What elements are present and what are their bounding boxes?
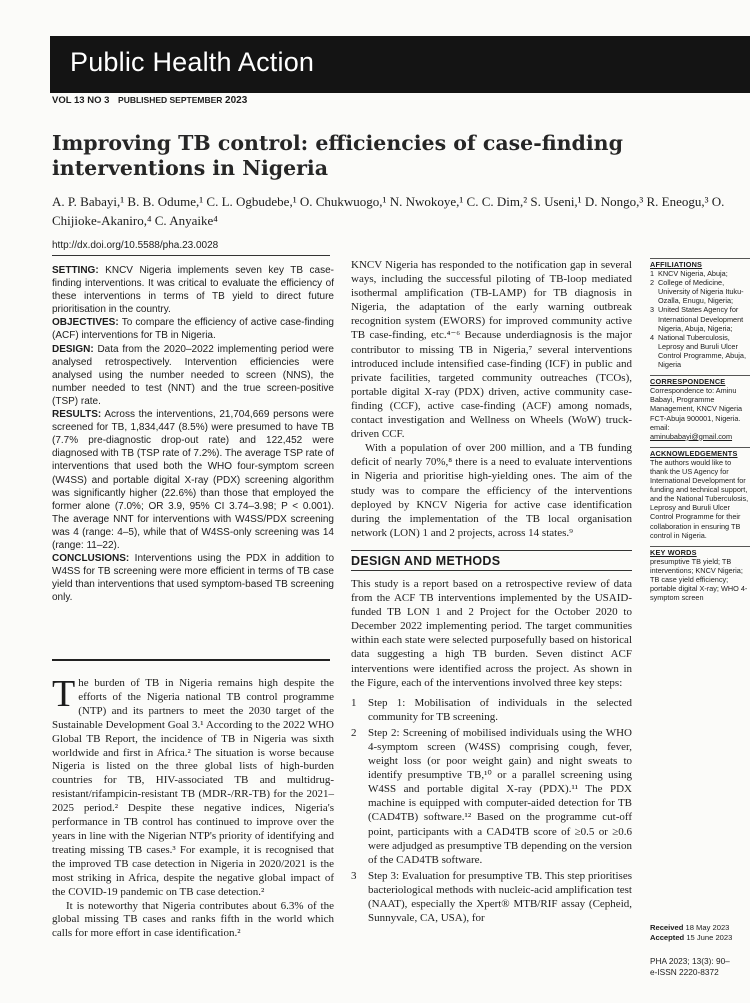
correspondence-heading: CORRESPONDENCE [650, 377, 726, 387]
citation: PHA 2023; 13(3): 90– [650, 956, 730, 966]
journal-name: Public Health Action [70, 47, 315, 77]
published-label: PUBLISHED SEPTEMBER [118, 95, 223, 105]
step-item: 3 Step 3: Evaluation for presumptive TB. This step prioritises bacteriological methods with nucleic-acid amplification test (NAAT), especially the Xpert® MTB/RIF assay (Cepheid, Sunnyvale, CA, USA), for [351, 869, 632, 925]
affiliation-item: 3 United States Agency for International Development Nigeria, Abuja, Nigeria; [650, 305, 744, 333]
abstract-conclusions: CONCLUSIONS: Interventions using the PDX in addition to W4SS for TB screening were more efficient in terms of TB case yield than interventions that used symptom-based TB screening only. [52, 553, 335, 604]
email-link[interactable]: aminubabayi@gmail.com [650, 431, 733, 441]
step-item: 2 Step 2: Screening of mobilised individuals using the WHO 4-symptom screen (W4SS) comprising cough, fever, weight loss (or poor weight gain) and night sweats to identify presumptive TB,¹⁰ or a parallel screening using W4SS and portable digital X-ray (PDX).¹¹ The PDX machine is equipped with computer-aided detection for TB (CAD4TB) software.¹² Based on the programme cut-off point, participants with a CAD4TB score of ≥0.5 or ≥0.6 were adjudged as presumptive TB depending on the version of the CAD4TB software. [351, 726, 632, 866]
abstract-bottom-divider [52, 659, 330, 661]
accepted-date: Accepted 15 June 2023 [650, 933, 733, 942]
abstract [52, 264, 334, 604]
received-date: Received 18 May 2023 [650, 923, 730, 932]
step-item: 1 Step 1: Mobilisation of individuals in the selected community for TB screening. [351, 696, 632, 723]
issn: e-ISSN 2220-8372 [650, 967, 719, 977]
introduction [52, 673, 334, 941]
abstract-setting: SETTING: KNCV Nigeria implements seven key TB case-finding interventions. It was critical to evaluate the efficiency of these interventions in terms of TB yield to direct future prioritisation in the country. [52, 265, 335, 316]
sidebar-divider [650, 375, 750, 376]
journal-banner [50, 36, 750, 93]
heading-divider-bottom [351, 570, 632, 571]
published-year: 2023 [225, 95, 248, 106]
dropcap: T [52, 673, 76, 715]
body-paragraph-2: With a population of over 200 million, and a TB funding deficit of nearly 70%,⁸ there is a need to evaluate interventions in Nigeria and prioritise high-yielding ones. The aim of the study was to compare the efficiency of the interventions deployed by KNCV Nigeria for active case identification during the implementation of the TB local organisation network (LON) 1 and 2 projects, across 14 states.⁹ [351, 442, 632, 539]
acknowledgements-heading: ACKNOWLEDGEMENTS [650, 448, 738, 458]
affiliation-item: 4 National Tuberculosis, Leprosy and Buruli Ulcer Control Programme, Abuja, Nigeria [650, 332, 747, 370]
volume: VOL 13 NO 3 [52, 95, 110, 106]
sidebar-divider [650, 258, 750, 259]
affiliation-item: 2 College of Medicine, University of Nigeria Ituku-Ozalla, Enugu, Nigeria; [650, 278, 744, 306]
sidebar [650, 258, 750, 602]
abstract-design: DESIGN: Data from the 2020–2022 implementing period were analysed retrospectively. Intervention efficiencies were analysed using the number needed to screen (NNS), the number needed to test (NNT) and the true screen-positive (TSP) rate. [52, 343, 334, 407]
author-list: A. P. Babayi,¹ B. B. Odume,¹ C. L. Ogbudebe,¹ O. Chukwuogo,¹ N. Nwokoye,¹ C. C. Dim,² S. Useni,¹ D. Nongo,³ R. Eneogu,³ O. Chijioke-Akaniro,⁴ C. Anyaike⁴ [52, 194, 725, 228]
article-title: Improving TB control: efficiencies of case-finding interventions in Nigeria [52, 131, 623, 180]
body-column-2 [351, 258, 632, 927]
body-paragraph-3: This study is a report based on a retrospective review of data from the ACF TB interventions implemented by the USAID-funded TB LON 1 and 2 Project for the October 2020 to December 2022 implementing period. The target communities within each state were selected purposefully based on historical data suggesting a high TB burden. Seven distinct ACF interventions were identified across the project. As shown in the Figure, each of the interventions involved three key steps: [351, 577, 632, 689]
intro-paragraph-1: The burden of TB in Nigeria remains high despite the efforts of the Nigeria national TB control programme (NTP) and its partners to meet the 2030 target of the Sustainable Development Goal 3.¹ According to the 2022 WHO Global TB Report, the incidence of TB in Nigeria was sixth worldwide and first in Africa.² The situation is worse because Nigeria is listed on the three global lists of high-burden countries for TB, HIV-associated TB and multidrug-resistant/rifampicin-resistant TB (MDR-/RR-TB) for the 2021–2025 period.² Despite these negative indices, Nigeria's performance in TB control has continued to improve over the years in line with the Nigerian NTP's priority of identifying and treating missing TB cases.³ For example, it is recognised that the improved TB case detection in Nigeria in 2020/2021 is the most striking in Africa, despite the negative global impact of the COVID-19 pandemic on TB case detection.² [52, 673, 334, 898]
affiliations-heading: AFFILIATIONS [650, 260, 703, 269]
sidebar-divider [650, 546, 750, 547]
submission-dates [650, 923, 732, 943]
heading-divider [351, 550, 632, 551]
abstract-top-divider [52, 255, 330, 256]
body-paragraph-1: KNCV Nigeria has responded to the notification gap in several ways, including the successful piloting of TB-loop mediated isothermal amplification (TB-LAMP) for TB diagnosis in Nigeria, the adaptation of the early warning outbreak recognition system (EWORS) for improved community active TB case-finding, etc.⁴⁻⁶ Because underdiagnosis is the major contributor to missing TB in Nigeria,⁷ several interventions introduced include intensified case-finding (ICF) in public and private facilities, targeted community outreaches (TCOs), portable digital X-ray (PDX) driven, active community case-finding (CCF), active case-finding (ACF) among nomads, contact investigation and Wellness on Wheels (WoW) truck-driven CCF. [351, 259, 632, 441]
acknowledgements-text: The authors would like to thank the US Agency for International Development for funding and technical support, and the National Tuberculosis, Leprosy and Buruli Ulcer Control Programme for their collaboration in ensuring TB control in Nigeria. [650, 457, 749, 540]
section-heading-design-methods: DESIGN AND METHODS [351, 553, 501, 568]
keywords-heading: KEY WORDS [650, 547, 697, 557]
keywords-text: presumptive TB yield; TB interventions; KNCV Nigeria; TB case yield efficiency; portable digital X-ray; WHO 4-symptom screen [650, 556, 748, 603]
correspondence-text: Correspondence to: Aminu Babayi, Programme Management, KNCV Nigeria FCT-Abuja 900001, Nigeria. email: aminubabayi@gmail.com [650, 386, 743, 441]
steps-list [351, 696, 632, 926]
affiliation-item: 1 KNCV Nigeria, Abuja; [650, 269, 728, 279]
abstract-results: RESULTS: Across the interventions, 21,704,669 persons were screened for TB, 1,834,447 (8.5%) were presumed to have TB (7.7% pre-diagnostic drop-out rate) and 122,452 were diagnosed with TB (TSP rate of 7.2%). The average TSP rate of interventions that used both the WHO four-symptom screen (W4SS) and portable digital X-ray (PDX) screening algorithm was significantly higher (22.6%) than those that employed the former alone (7.0%; OR 3.9, 95% CI 3.74–3.98; P < 0.001). The average NNT for interventions with W4SS/PDX screening was 4 (range: 4–5), while that of W4SS-only screening was 14 (range: 11–22). [52, 409, 335, 551]
issue-meta [52, 95, 247, 106]
abstract-objectives: OBJECTIVES: To compare the efficiency of active case-finding (ACF) interventions for TB in Nigeria. [52, 317, 334, 342]
intro-paragraph-2: It is noteworthy that Nigeria contributes about 6.3% of the global missing TB cases and ranks fifth in the world which calls for more effort in case identification.² [52, 899, 334, 940]
sidebar-divider [650, 447, 750, 448]
doi-link[interactable]: http://dx.doi.org/10.5588/pha.23.0028 [52, 240, 219, 251]
citation-block [650, 956, 730, 978]
